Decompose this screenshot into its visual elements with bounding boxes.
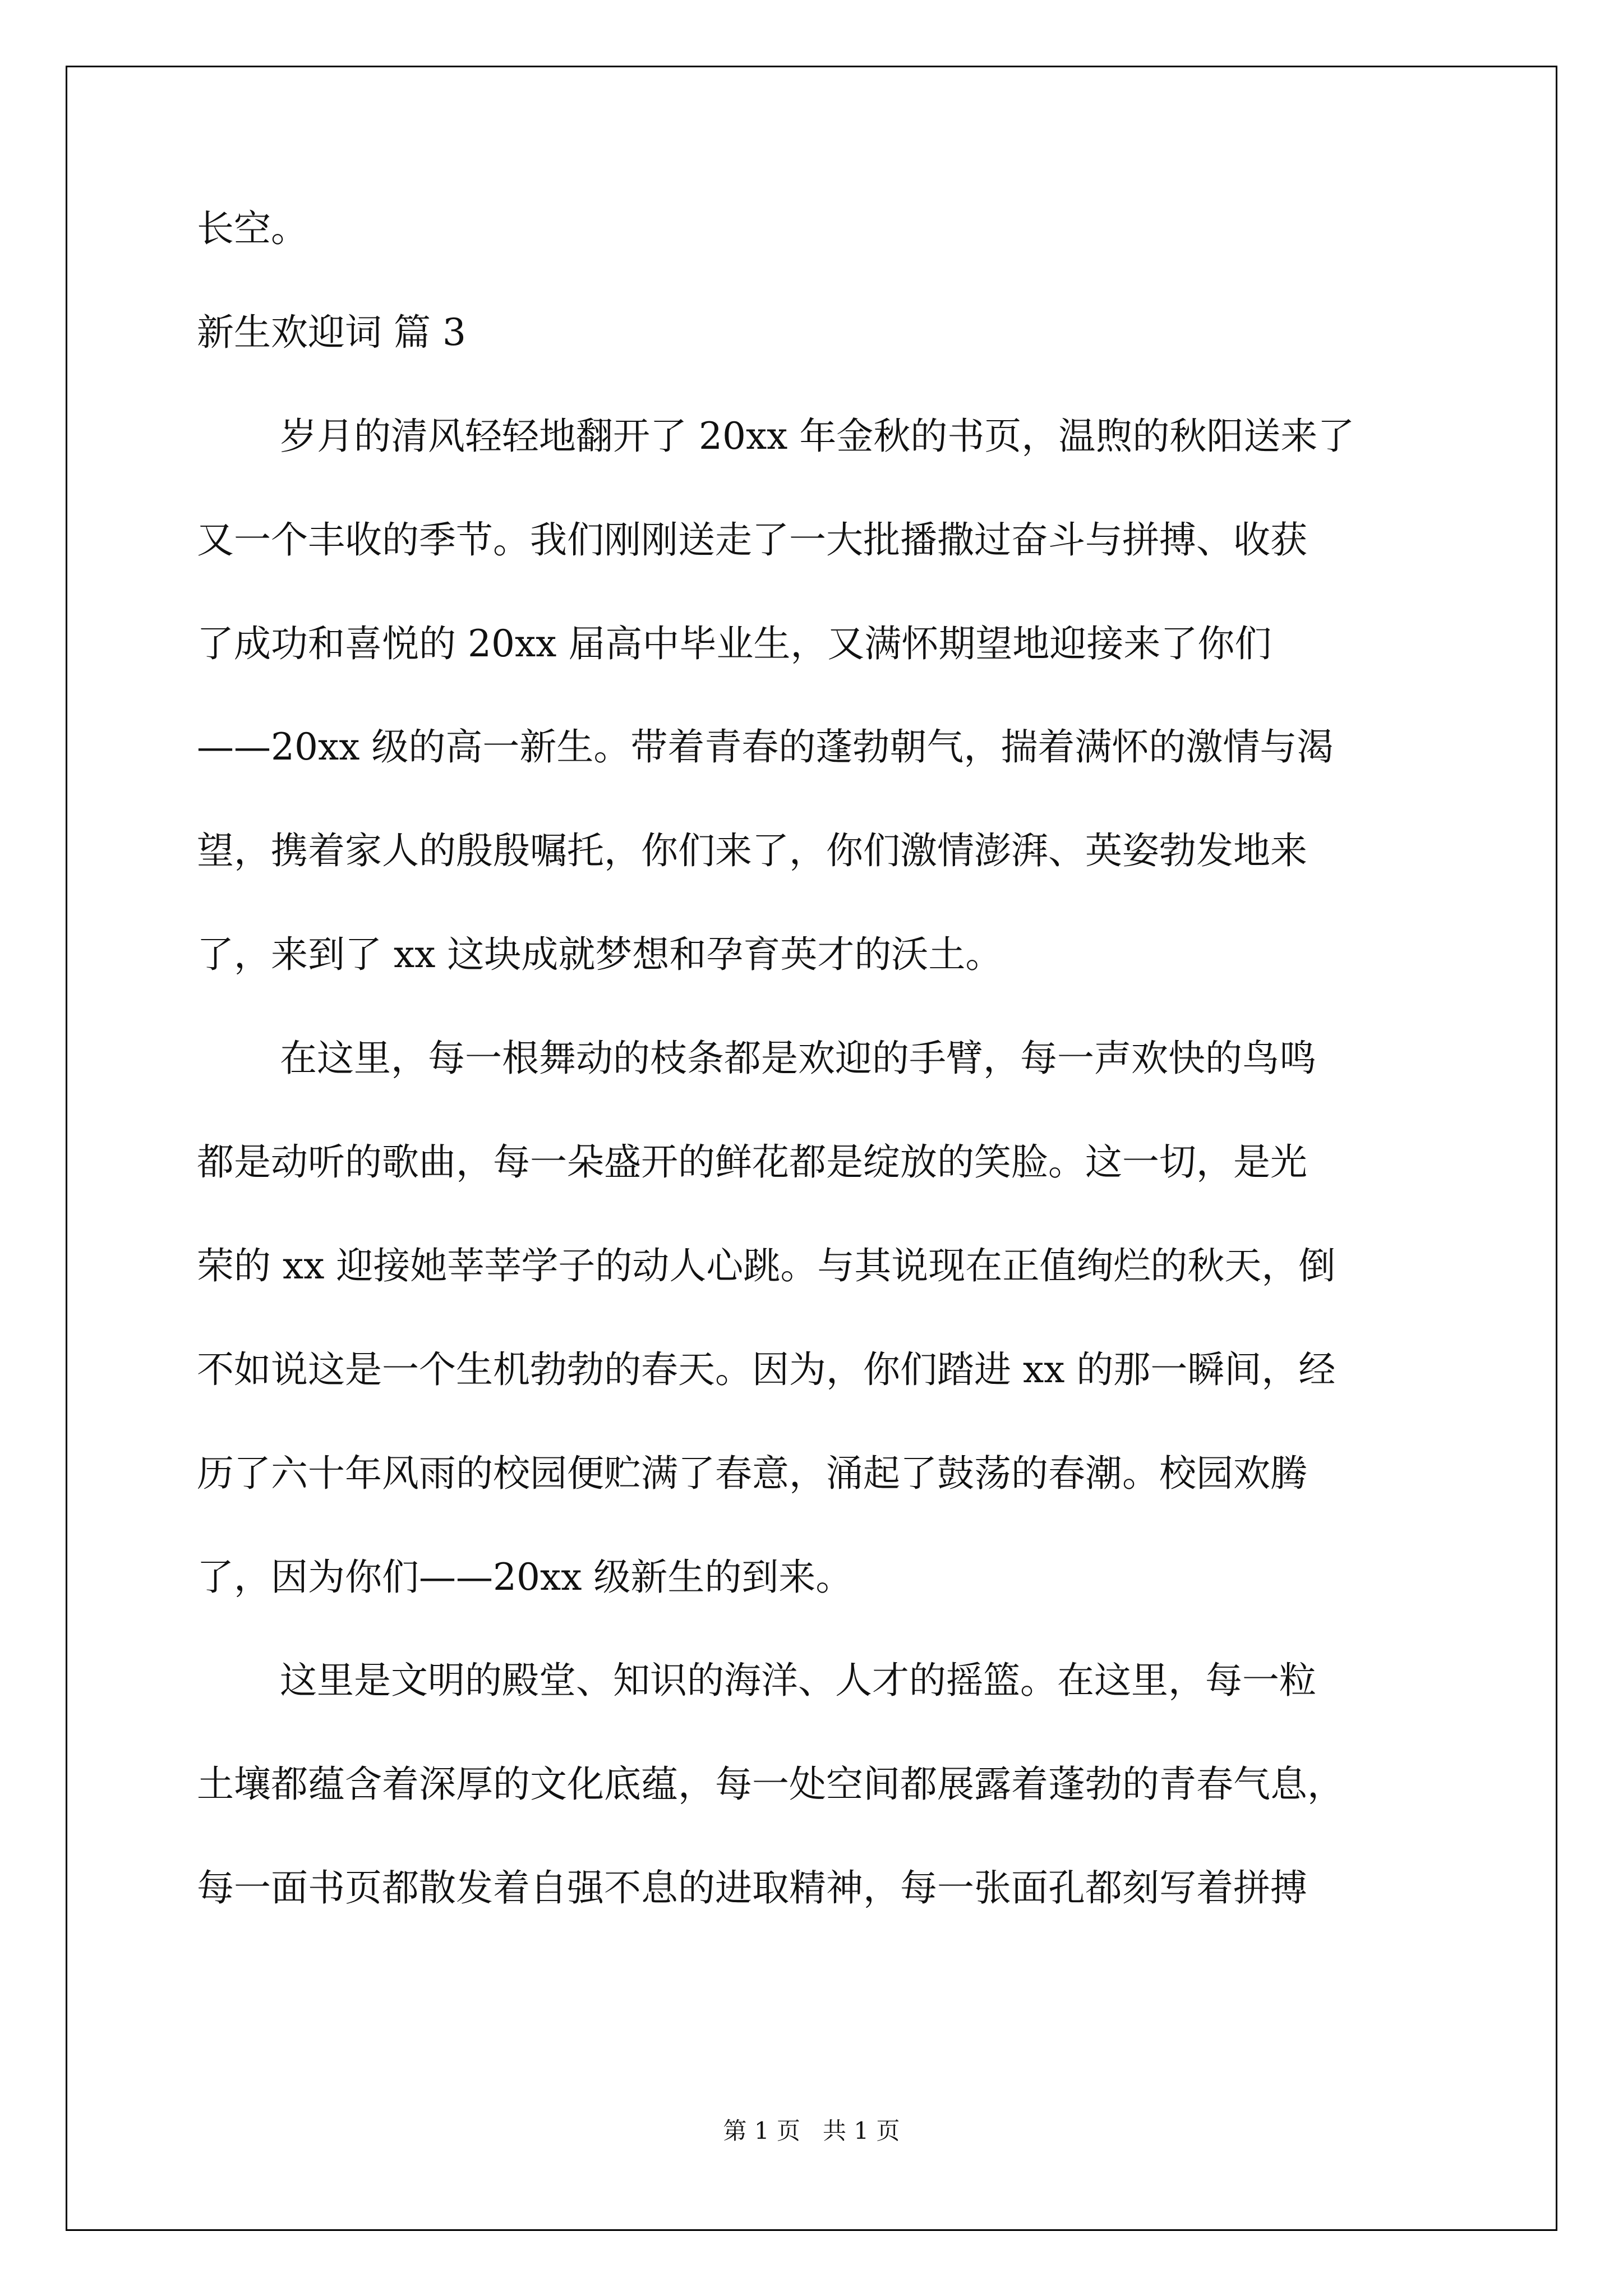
body-line: 长空。 — [197, 207, 308, 250]
body-line: 了，因为你们——20xx 级新生的到来。 — [197, 1555, 853, 1599]
body-line: 历了六十年风雨的校园便贮满了春意，涌起了鼓荡的春潮。校园欢腾 — [197, 1451, 1307, 1495]
section-heading: 新生欢迎词 篇 3 — [197, 310, 466, 354]
body-line: 每一面书页都散发着自强不息的进取精神，每一张面孔都刻写着拼搏 — [197, 1866, 1307, 1910]
body-line: ——20xx 级的高一新生。带着青春的蓬勃朝气，揣着满怀的激情与渴 — [197, 725, 1334, 769]
body-line: 荣的 xx 迎接她莘莘学子的动人心跳。与其说现在正值绚烂的秋天，倒 — [197, 1244, 1336, 1287]
body-line: 都是动听的歌曲，每一朵盛开的鲜花都是绽放的笑脸。这一切，是光 — [197, 1140, 1307, 1184]
document-body — [197, 207, 1439, 1973]
page-number-footer: 第 1 页 共 1 页 — [723, 2117, 900, 2145]
body-line: 了，来到了 xx 这块成就梦想和孕育英才的沃土。 — [197, 933, 1003, 977]
paragraph-2-line-1: 在这里，每一根舞动的枝条都是欢迎的手臂，每一声欢快的鸟鸣 — [280, 1037, 1316, 1080]
paragraph-1-line-1: 岁月的清风轻轻地翻开了 20xx 年金秋的书页，温煦的秋阳送来了 — [280, 414, 1355, 458]
body-line: 望，携着家人的殷殷嘱托，你们来了，你们激情澎湃、英姿勃发地来 — [197, 829, 1307, 873]
paragraph-3-line-1: 这里是文明的殿堂、知识的海洋、人才的摇篮。在这里，每一粒 — [280, 1659, 1316, 1703]
body-line: 了成功和喜悦的 20xx 届高中毕业生，又满怀期望地迎接来了你们 — [197, 622, 1272, 665]
body-line: 不如说这是一个生机勃勃的春天。因为，你们踏进 xx 的那一瞬间，经 — [197, 1347, 1336, 1391]
body-line: 又一个丰收的季节。我们刚刚送走了一大批播撒过奋斗与拼搏、收获 — [197, 518, 1307, 562]
body-line: 土壤都蕴含着深厚的文化底蕴，每一处空间都展露着蓬勃的青春气息， — [197, 1763, 1344, 1806]
